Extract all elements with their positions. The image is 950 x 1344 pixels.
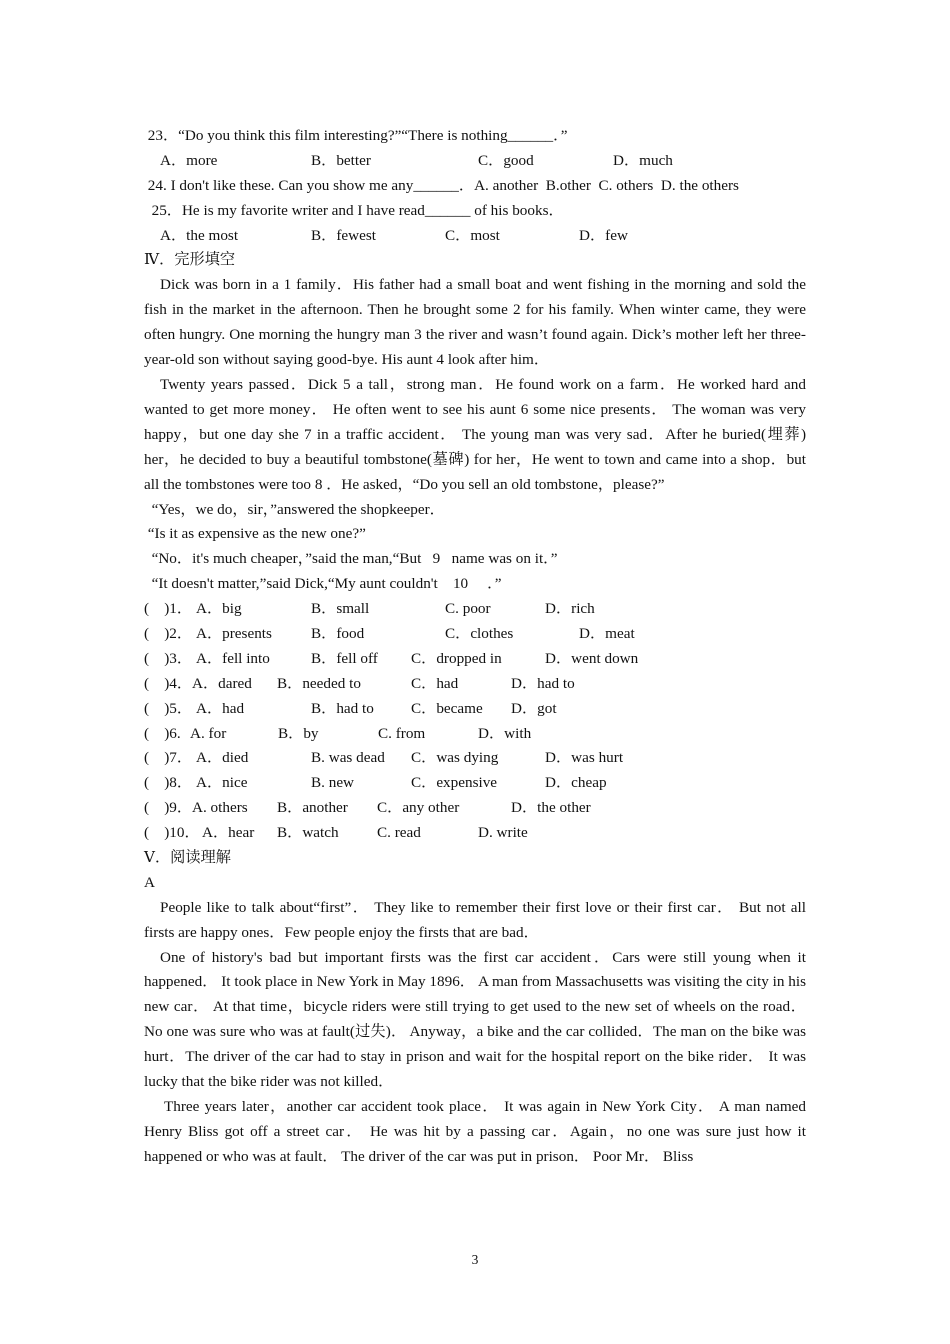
- cloze-question-3: [144, 647, 806, 672]
- reading-paragraph-3: Three years later，another car accident took place． It was again in New York City． A man named Henry Bliss got off a street car． He was hit by a passing car．Again，no one was sure just how it happened or who was at fault． The driver of the car was put in prison． Poor Mr． Bliss: [144, 1098, 806, 1165]
- cloze-question-4: [144, 672, 806, 697]
- option: C．good: [478, 151, 534, 169]
- option: D．went down: [545, 649, 639, 667]
- option: D．few: [579, 226, 628, 244]
- cloze-heading: Ⅳ．完形填空: [144, 251, 236, 269]
- option: D．much: [613, 151, 673, 169]
- cloze-question-9: [144, 796, 806, 821]
- reading-heading: Ⅴ．阅读理解: [144, 848, 231, 866]
- reading-paragraph-1: People like to talk about“first”． They like to remember their first love or their first car． But not all firsts are happy ones．Few people enjoy the firsts that are bad．: [144, 898, 806, 941]
- option: B. was dead: [311, 749, 385, 767]
- option: D．had to: [511, 674, 575, 692]
- option: D．cheap: [545, 774, 607, 792]
- cloze-question-6: [144, 722, 806, 747]
- page-number: 3: [471, 1252, 479, 1267]
- option: B．small: [311, 600, 370, 618]
- option: B. new: [311, 774, 355, 792]
- option: A．presents: [196, 624, 272, 642]
- option: A．big: [196, 600, 242, 618]
- question-number: ( )5．: [144, 699, 193, 717]
- option: D．got: [511, 699, 557, 717]
- option: D．rich: [545, 600, 595, 618]
- option: C．became: [411, 699, 483, 717]
- option: D．the other: [511, 799, 591, 817]
- question-number: ( )4．: [144, 674, 193, 692]
- reading-paragraph-2: One of history's bad but important firsts was the first car accident．Cars were still young when it happened． It took place in New York in May 1896． A man from Massachusetts was visiting the city in his new car． At that time，bicycle riders were still trying to get used to the new set of wheels on the road． No one was sure who was at fault(过失)． Anyway，a bike and the car collided．The man on the bike was hurt．The driver of the car had to stay in prison and wait for the hospital report on the bike rider． It was lucky that the bike rider was not killed．: [144, 948, 806, 1091]
- question-number: ( )6.: [144, 724, 185, 742]
- question-number: ( )8．: [144, 774, 193, 792]
- question-number: ( )3．: [144, 649, 193, 667]
- option: C．was dying: [411, 749, 499, 767]
- option: C．most: [445, 226, 500, 244]
- question-25-options: [144, 224, 806, 249]
- cloze-question-2: [144, 622, 806, 647]
- option: C．expensive: [411, 774, 498, 792]
- question-number: ( )7．: [144, 749, 193, 767]
- option: B．another: [277, 799, 348, 817]
- option: D．meat: [579, 624, 635, 642]
- document-page: [144, 124, 806, 1170]
- option: A. for: [190, 724, 227, 742]
- reading-part-label: A: [144, 873, 155, 891]
- option: D. write: [478, 824, 528, 842]
- question-23-options: [144, 149, 806, 174]
- cloze-question-1: [144, 597, 806, 622]
- question-24-stem: 24. I don't like these. Can you show me any______．A. another B.other C. others D. the others: [144, 176, 739, 194]
- cloze-question-10: [144, 821, 806, 846]
- option: A．hear: [202, 824, 255, 842]
- dialogue-line: “It doesn't matter,”said Dick,“My aunt couldn't 10 ．”: [144, 575, 502, 593]
- option: B．watch: [277, 824, 339, 842]
- dialogue-line: “Is it as expensive as the new one?”: [144, 525, 366, 543]
- question-23-stem: 23．“Do you think this film interesting?”“There is nothing______．”: [144, 127, 568, 144]
- question-number: ( )10．: [144, 824, 200, 842]
- option: C．clothes: [445, 624, 514, 642]
- dialogue-line: “No．it's much cheaper，”said the man,“But 9 name was on it．”: [144, 550, 558, 568]
- question-number: ( )9．: [144, 799, 193, 817]
- option: C．any other: [377, 799, 460, 817]
- option: C．had: [411, 674, 459, 692]
- option: A．dared: [192, 674, 252, 692]
- option: B．needed to: [277, 674, 361, 692]
- option: B．had to: [311, 699, 374, 717]
- option: D．was hurt: [545, 749, 624, 767]
- cloze-question-5: [144, 697, 806, 722]
- option: C. from: [378, 724, 426, 742]
- option: A．the most: [160, 226, 239, 244]
- option: A．died: [196, 749, 249, 767]
- dialogue-line: “Yes，we do，sir，”answered the shopkeeper．: [144, 500, 445, 518]
- option: C．dropped in: [411, 649, 502, 667]
- option: B．better: [311, 151, 371, 169]
- cloze-question-8: [144, 771, 806, 796]
- option: A．fell into: [196, 649, 270, 667]
- cloze-question-7: [144, 746, 806, 771]
- question-number: ( )1．: [144, 600, 193, 618]
- cloze-paragraph-1: Dick was born in a 1 family．His father had a small boat and went fishing in the morning and sold the fish in the market in the afternoon. Then he brought some 2 for his family. When winter came, they were often hungry. One morning the hungry man 3 the river and wasn’t found again. Dick’s mother left her three-year-old son without saying good-bye. His aunt 4 look after him．: [144, 276, 806, 369]
- option: B．fewest: [311, 226, 376, 244]
- option: A．nice: [196, 774, 248, 792]
- cloze-paragraph-2: Twenty years passed．Dick 5 a tall，strong man．He found work on a farm．He worked hard and wanted to get more money． He often went to see his aunt 6 some nice presents． The woman was very happy，but one day she 7 in a traffic accident． The young man was very sad．After he buried(埋葬) her，he decided to buy a beautiful tombstone(墓碑) for her，He went to town and came into a shop．but all the tombstones were too 8 ．He asked，“Do you sell an old tombstone，please?”: [144, 375, 806, 493]
- option: A．had: [196, 699, 245, 717]
- option: C. poor: [445, 600, 491, 618]
- option: C. read: [377, 824, 421, 842]
- option: B．fell off: [311, 649, 378, 667]
- option: A. others: [192, 799, 248, 817]
- option: B．food: [311, 624, 365, 642]
- option: D．with: [478, 724, 532, 742]
- question-25-stem: 25．He is my favorite writer and I have read______ of his books．: [144, 201, 564, 219]
- option: B．by: [278, 724, 319, 742]
- option: A．more: [160, 151, 218, 169]
- question-number: ( )2．: [144, 624, 193, 642]
